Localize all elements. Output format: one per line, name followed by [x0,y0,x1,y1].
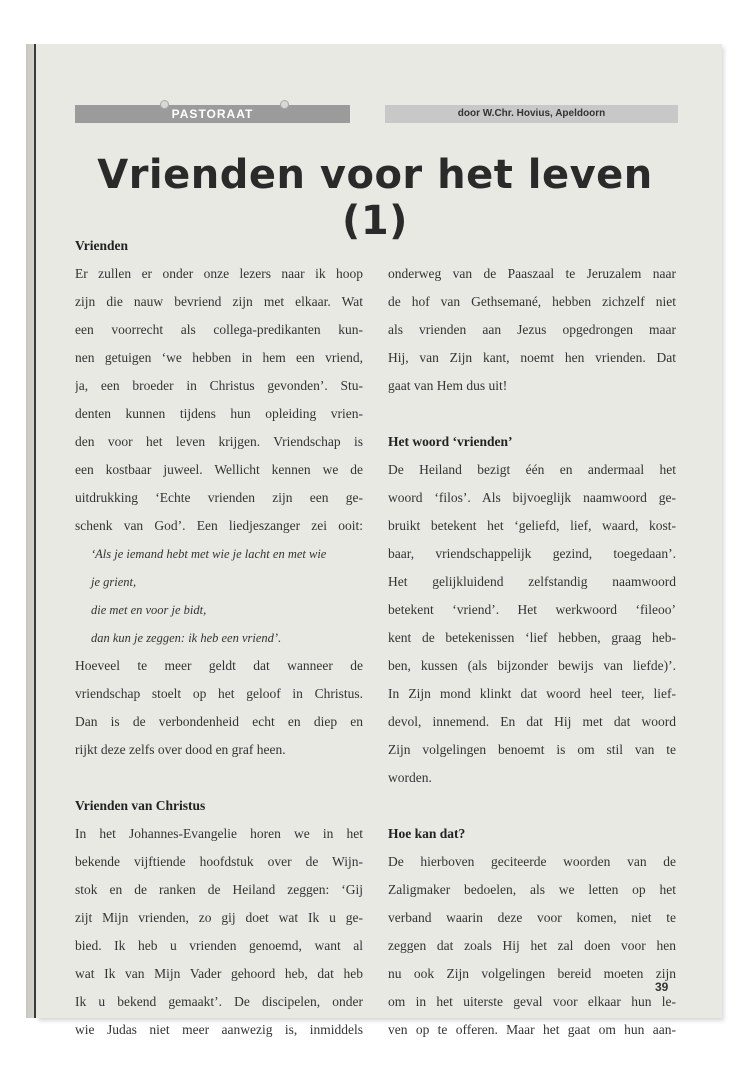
text-line: om in het uiterste geval voor elkaar hun le- [388,994,676,1009]
text-line: Zaligmaker bedoelen, als we letten op het [388,882,676,897]
text-line: Hij, van Zijn kant, noemt hen vrienden. Dat [388,350,676,365]
text-line: baar, vriendschappelijk gezind, toegedaan’. [388,546,676,561]
paragraph-gap [388,232,676,260]
text-line: kent de betekenissen ‘lief hebben, graag heb- [388,630,676,645]
text-line: Het gelijkluidend zelfstandig naamwoord [388,574,676,589]
text-line: rijkt deze zelfs over dood en graf heen. [75,742,286,757]
paragraph-gap [388,400,676,428]
text-line: De Heiland bezigt één en andermaal het [388,462,676,477]
text-line: verband waarin deze voor komen, niet te [388,910,676,925]
text-line: de hof van Gethsemané, hebben zichzelf niet [388,294,676,309]
text-line: devol, innemend. En dat Hij met dat woord [388,714,676,729]
text-line: Er zullen er onder onze lezers naar ik hoop [75,266,363,281]
section-heading: Vrienden [75,238,128,253]
text-line: zijt Mijn vrienden, zo gij doet wat Ik u ge- [75,910,363,925]
page-number: 39 [655,980,669,994]
paragraph-gap [388,792,676,820]
text-line: bied. Ik heb u vrienden genoemd, want al [75,938,363,953]
text-line: den voor het leven krijgen. Vriendschap is [75,434,363,449]
section-heading: Het woord ‘vrienden’ [388,434,513,449]
text-line: woord ‘filos’. Als bijvoeglijk naamwoord ge- [388,490,676,505]
text-line: onderweg van de Paaszaal te Jeruzalem naar [388,266,676,281]
paragraph-gap [75,764,363,792]
text-line: een kostbaar juweel. Wellicht kennen we de [75,462,363,477]
text-line: bruikt betekent het ‘geliefd, lief, waard, kost- [388,518,676,533]
text-line: Dan is de verbondenheid echt en diep en [75,714,363,729]
text-line: stok en de ranken de Heiland zeggen: ‘Gij [75,882,363,897]
text-line: ja, een broeder in Christus gevonden’. Stu- [75,378,363,393]
text-line: nen getuigen ‘we hebben in hem een vriend, [75,350,363,365]
text-line: bekende vijftiende hoofdstuk over de Wijn- [75,854,363,869]
text-line: vriendschap stoelt op het geloof in Christus. [75,686,363,701]
text-line: ven op te offeren. Maar het gaat om hun aan- [388,1022,676,1037]
text-line: Zijn volgelingen benoemt is om stil van te [388,742,676,757]
binding-edge [34,44,36,1018]
text-line: gaat van Hem dus uit! [388,378,508,393]
text-line: worden. [388,770,432,785]
text-line: wat Ik van Mijn Vader gehoord heb, dat heb [75,966,363,981]
text-line: zeggen dat zoals Hij het zal doen voor hen [388,938,676,953]
quote-line: die met en voor je bidt, [91,603,207,617]
section-heading: Vrienden van Christus [75,798,206,813]
text-line: nu ook Zijn volgelingen bereid moeten zijn [388,966,676,981]
text-line: In het Johannes-Evangelie horen we in het [75,826,363,841]
left-column [75,232,363,1044]
text-line: In Zijn mond klinkt dat woord heel teer, lief- [388,686,676,701]
text-line: betekent ‘vriend’. Het werkwoord ‘fileoo’ [388,602,676,617]
section-label: PASTORAAT [171,107,254,121]
quote-line: dan kun je zeggen: ik heb een vriend’. [91,631,282,645]
text-line: als vrienden aan Jezus opgedrongen maar [388,322,676,337]
text-line: denten kunnen tijdens hun opleiding vrien- [75,406,363,421]
quote-line: je grient, [91,575,137,589]
text-line: ben, kussen (als bijzonder bewijs van liefde)’. [388,658,676,673]
text-line: uitdrukking ‘Echte vrienden zijn een ge- [75,490,363,505]
section-heading: Hoe kan dat? [388,826,466,841]
text-line: wie Judas niet meer aanwezig is, inmiddels [75,1022,363,1037]
quote-line: ‘Als je iemand hebt met wie je lacht en met wie [91,547,327,561]
text-line: Hoeveel te meer geldt dat wanneer de [75,658,363,673]
text-line: De hierboven geciteerde woorden van de [388,854,676,869]
text-line: zijn die nauw bevriend zijn met elkaar. Wat [75,294,363,309]
article-title: Vrienden voor het leven (1) [97,152,653,244]
text-line: een voorrecht als collega-predikanten kun- [75,322,363,337]
text-line: schenk van God’. Een liedjeszanger zei ooit: [75,518,363,533]
author-byline: door W.Chr. Hovius, Apeldoorn [457,108,606,119]
right-column [388,232,676,1044]
text-line: Ik u bekend gemaakt’. De discipelen, onder [75,994,363,1009]
